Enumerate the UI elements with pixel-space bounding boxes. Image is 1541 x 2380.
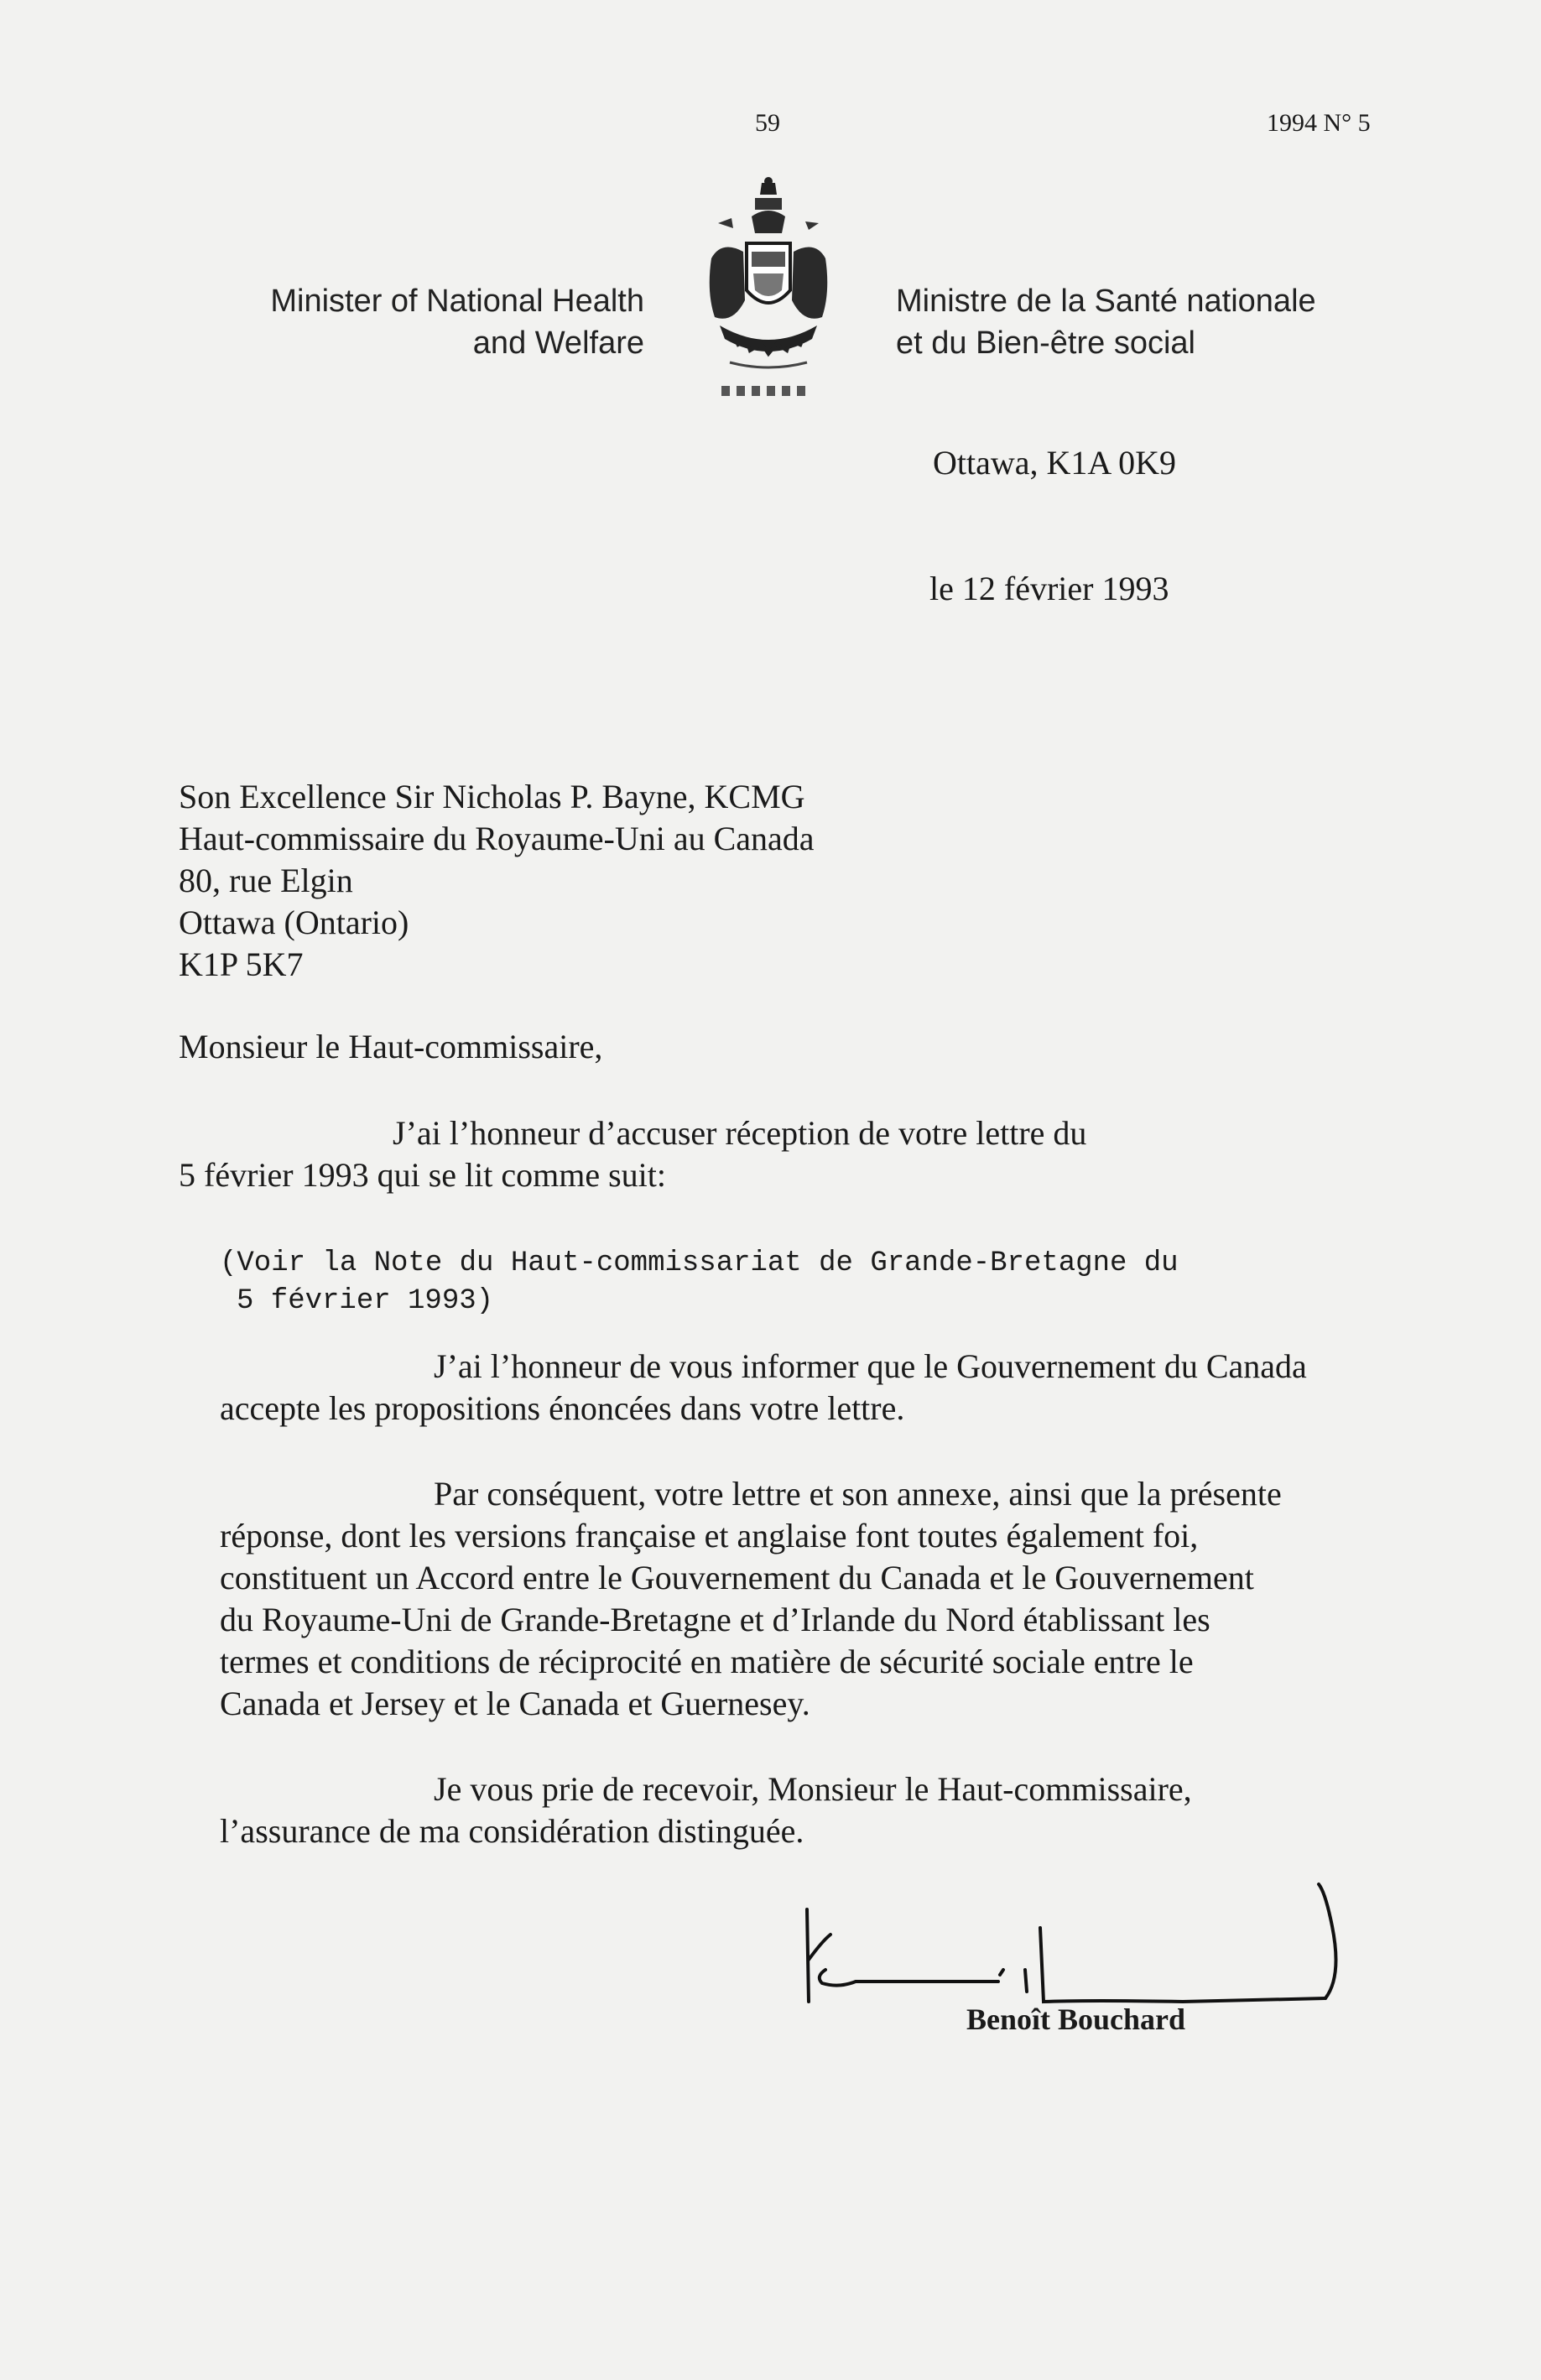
recipient-line: Ottawa (Ontario) [179, 904, 409, 941]
coat-of-arms-emblem [703, 174, 834, 401]
letterhead-english [174, 280, 644, 364]
recipient-line: Son Excellence Sir Nicholas P. Bayne, KCMG [179, 778, 805, 815]
handwritten-signature [789, 1876, 1359, 2018]
recipient-line: Haut-commissaire du Royaume-Uni au Canada [179, 820, 815, 857]
letterhead-english-line-2: and Welfare [472, 325, 644, 361]
letter-date: le 12 février 1993 [929, 570, 1169, 607]
issue-number: 1994 N° 5 [1267, 109, 1371, 137]
letterhead-french-line-1: Ministre de la Santé nationale [896, 284, 1316, 319]
quote-line: (Voir la Note du Haut-commissariat de Grande-Bretagne du [220, 1247, 1179, 1279]
recipient-address [179, 776, 815, 986]
paragraph-agreement [220, 1473, 1411, 1725]
signatory-name: Benoît Bouchard [966, 2002, 1186, 2036]
paragraph-line: l’assurance de ma considération distinguée. [220, 1812, 804, 1850]
recipient-line: K1P 5K7 [179, 945, 304, 983]
paragraph-line: accepte les propositions énoncées dans votre lettre. [220, 1389, 905, 1427]
letterhead-french-line-2: et du Bien-être social [896, 325, 1195, 361]
paragraph-line: J’ai l’honneur de vous informer que le Gouvernement du Canada [434, 1347, 1307, 1385]
paragraph-line: du Royaume-Uni de Grande-Bretagne et d’Irlande du Nord établissant les [220, 1601, 1210, 1638]
paragraph-acknowledgement [179, 1112, 1370, 1196]
recipient-line: 80, rue Elgin [179, 862, 353, 899]
paragraph-line: J’ai l’honneur d’accuser réception de votre lettre du [393, 1114, 1087, 1152]
paragraph-line: Je vous prie de recevoir, Monsieur le Haut-commissaire, [434, 1770, 1192, 1808]
paragraph-line: réponse, dont les versions française et anglaise font toutes également foi, [220, 1517, 1199, 1555]
paragraph-line: Par conséquent, votre lettre et son annexe, ainsi que la présente [434, 1475, 1282, 1513]
page-number: 59 [755, 109, 780, 137]
paragraph-closing [220, 1768, 1411, 1852]
letterhead-french [896, 280, 1433, 364]
sender-location: Ottawa, K1A 0K9 [933, 444, 1176, 482]
paragraph-line: constituent un Accord entre le Gouvernement du Canada et le Gouvernement [220, 1559, 1254, 1596]
paragraph-line: 5 février 1993 qui se lit comme suit: [179, 1156, 666, 1194]
salutation: Monsieur le Haut-commissaire, [179, 1028, 603, 1065]
paragraph-line: termes et conditions de réciprocité en matière de sécurité sociale entre le [220, 1643, 1194, 1680]
quoted-note-reference [220, 1245, 1310, 1320]
quote-line: 5 février 1993) [237, 1285, 494, 1317]
letterhead-english-line-1: Minister of National Health [270, 284, 644, 319]
paragraph-line: Canada et Jersey et le Canada et Guernesey. [220, 1685, 810, 1722]
paragraph-acceptance [220, 1346, 1411, 1430]
